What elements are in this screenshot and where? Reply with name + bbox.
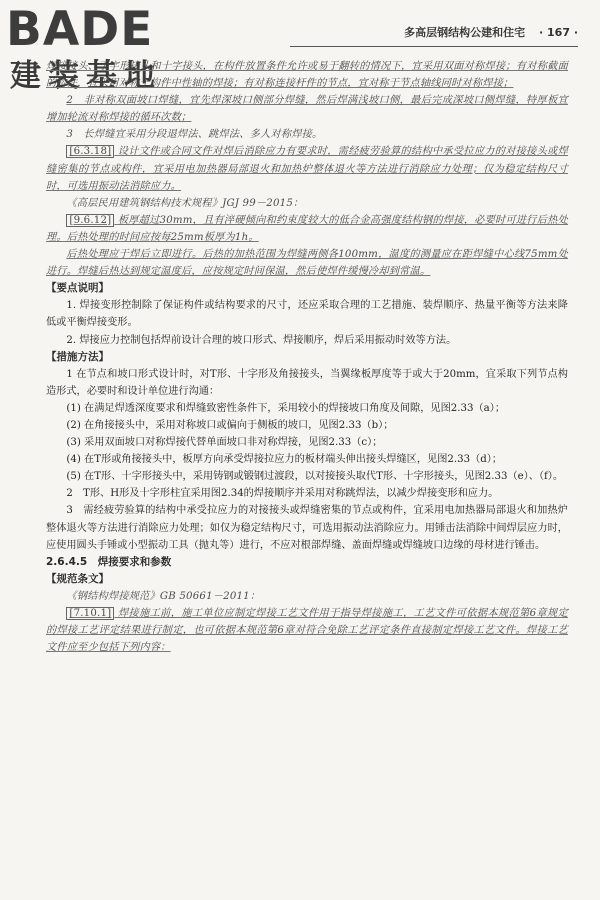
spec-paragraph [46,605,568,656]
spec-paragraph: 焊接接头、丁字形接头和十字接头，在构件放置条件允许或易于翻转的情况下，宜采用双面对称焊接；有对称截面的构件，宜采用对称于构件中性轴的焊接；有对称连接杆件的节点，宜对称于节点轴线同时对称焊接； [46,61,568,90]
body-paragraph: 2. 焊接应力控制包括焊前设计合理的坡口形式、焊接顺序，焊后采用振动时效等方法。 [66,334,457,346]
body-paragraph: (5) 在T形、十字形接头中，采用铸钢或锻钢过渡段，以对接接头取代T形、十字形接头，见图2.33（e）、（f）。 [66,471,564,483]
logo-chinese: 建装基地 [10,58,162,94]
clause-text: 板厚超过30mm，且有淬硬倾向和约束度较大的低合金高强度结构钢的焊接，必要时可进行后热处理。后热处理的时间应按每25mm板厚为1h。 [46,214,568,243]
subsection-title: 焊接要求和参数 [97,555,172,568]
header-title: 多高层钢结构公建和住宅 [404,26,526,39]
section-heading: 【规范条文】 [46,572,109,585]
spec-paragraph [46,212,568,246]
spec-source: 《钢结构焊接规范》GB 50661－2011： [66,590,261,602]
section-heading: 【措施方法】 [46,350,109,363]
subsection-number: 2.6.4.5 [46,555,88,568]
body-paragraph: (2) 在角接接头中，采用对称坡口或偏向于侧板的坡口，见图2.33（b）； [66,419,394,431]
running-header [290,24,578,47]
spec-paragraph: 2 非对称双面坡口焊缝，宜先焊深坡口侧部分焊缝，然后焊满浅坡口侧，最后完成深坡口侧焊缝，特厚板宜增加轮流对称焊接的循环次数； [46,95,568,124]
body-paragraph: (4) 在T形或角接接头中，板厚方向承受焊接拉应力的板材端头伸出接头焊缝区，见图2.33（d）； [66,454,503,466]
body-paragraph: (3) 采用双面坡口对称焊接代替单面坡口非对称焊接，见图2.33（c）； [66,437,383,449]
clause-ref: [9.6.12] [66,214,114,227]
clause-text: 焊接施工前，施工单位应制定焊接工艺文件用于指导焊接施工，工艺文件可依据本规范第6章规定的焊接工艺评定结果进行制定，也可依据本规范第6章对符合免除工艺评定条件直接制定焊接工艺文件。焊接工艺文件应至少包括下列内容： [46,608,568,654]
subsection-heading [46,554,568,571]
section-heading: 【要点说明】 [46,282,109,295]
spec-paragraph: 后热处理应于焊后立即进行。后热的加热范围为焊缝两侧各100mm，温度的测量应在距焊缝中心线75mm处进行。焊缝后热达到规定温度后，应按规定时间保温，然后使焊件缓慢冷却到常温。 [46,249,568,278]
spec-paragraph [46,143,568,194]
body-paragraph: (1) 在满足焊透深度要求和焊缝致密性条件下，采用较小的焊接坡口角度及间隙，见图2.33（a）； [66,402,506,414]
body-paragraph: 3 需经疲劳验算的结构中承受拉应力的对接接头或焊缝密集的节点或构件，宜采用电加热器局部退火和加热炉整体退火等方法进行消除应力处理；如仅为稳定结构尺寸，可选用振动法消除应力。用锤击法消除中间焊层应力时，应使用圆头手锤或小型振动工具（抛丸等）进行，不应对根部焊缝、盖面焊缝或焊缝坡口边缘的母材进行锤击。 [46,505,568,551]
body-paragraph: 1 在节点和坡口形式设计时，对T形、十字形及角接接头，当翼缘板厚度等于或大于20mm，宜采取下列节点构造形式，必要时和设计单位进行沟通： [46,368,568,397]
clause-ref: [6.3.18] [66,145,114,158]
clause-text: 设计文件或合同文件对焊后消除应力有要求时，需经疲劳验算的结构中承受拉应力的对接接头或焊缝密集的节点或构件，宜采用电加热器局部退火和加热炉整体退火等方法进行消除应力处理；仅为稳定结构尺寸时，可选用振动法消除应力。 [46,146,568,192]
spec-paragraph: 3 长焊缝宜采用分段退焊法、跳焊法、多人对称焊接。 [66,129,323,141]
body-paragraph: 2 T形、H形及十字形柱宜采用图2.34的焊接顺序并采用对称跳焊法，以减少焊接变形和应力。 [66,488,499,500]
page-body [46,58,568,656]
page-number: · 167 · [539,26,578,39]
logo-wordmark: BADE [6,2,154,57]
spec-source: 《高层民用建筑钢结构技术规程》JGJ 99－2015： [66,197,304,209]
body-paragraph: 1. 焊接变形控制除了保证构件或结构要求的尺寸，还应采取合理的工艺措施、装焊顺序、热量平衡等方法来降低或平衡焊接变形。 [46,300,568,329]
clause-ref: [7.10.1] [66,607,114,620]
